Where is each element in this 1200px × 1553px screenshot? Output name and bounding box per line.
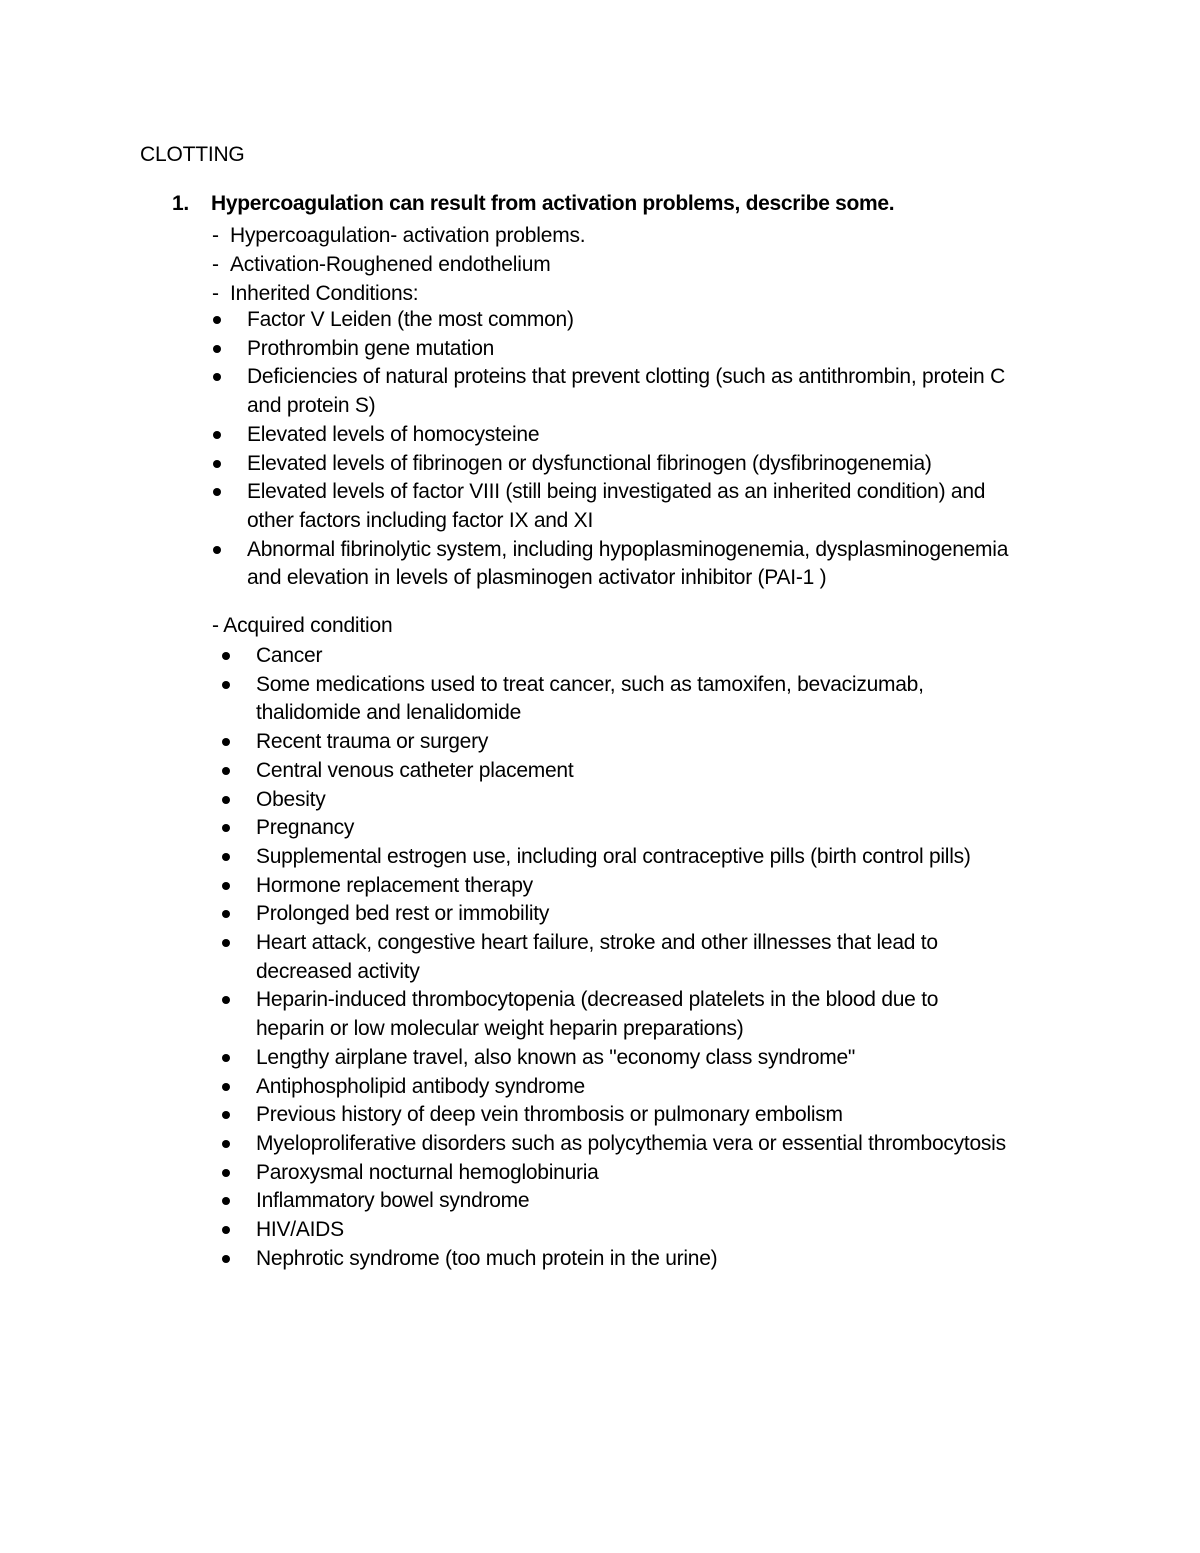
bullet-item-text: Some medications used to treat cancer, such as tamoxifen, bevacizumab, bbox=[256, 672, 924, 696]
bullet-dot-icon bbox=[213, 431, 221, 439]
dash-item-text: Activation-Roughened endothelium bbox=[230, 253, 551, 276]
bullet-item-text: Elevated levels of factor VIII (still being investigated as an inherited condition) and bbox=[247, 480, 986, 504]
bullet-item-text: heparin or low molecular weight heparin preparations) bbox=[256, 1017, 744, 1041]
bullet-item-text: Hormone replacement therapy bbox=[256, 873, 533, 897]
bullet-item bbox=[256, 843, 1006, 872]
bullet-item-text: Nephrotic syndrome (too much protein in the urine) bbox=[256, 1246, 718, 1270]
bullet-item bbox=[247, 478, 1008, 535]
bullet-dot-icon bbox=[222, 738, 230, 746]
bullet-item bbox=[256, 872, 1006, 901]
dash-item-text: Inherited Conditions: bbox=[230, 282, 419, 305]
bullet-dot-icon bbox=[222, 1226, 230, 1234]
acquired-conditions-list bbox=[256, 642, 1006, 1273]
bullet-dot-icon bbox=[213, 546, 221, 554]
bullet-dot-icon bbox=[213, 345, 221, 353]
bullet-dot-icon bbox=[222, 939, 230, 947]
bullet-item-text: Myeloproliferative disorders such as polycythemia vera or essential thrombocytosis bbox=[256, 1131, 1006, 1155]
dash-list bbox=[212, 221, 585, 308]
bullet-item-text: and elevation in levels of plasminogen activator inhibitor (PAI-1 ) bbox=[247, 566, 827, 590]
bullet-item-text: Abnormal fibrinolytic system, including hypoplasminogenemia, dysplasminogenemia bbox=[247, 537, 1009, 561]
bullet-dot-icon bbox=[222, 1255, 230, 1263]
bullet-item bbox=[256, 671, 1006, 728]
bullet-item bbox=[247, 450, 1008, 479]
bullet-dot-icon bbox=[222, 796, 230, 804]
bullet-item-text: Factor V Leiden (the most common) bbox=[247, 308, 574, 331]
bullet-item-text: decreased activity bbox=[256, 959, 420, 983]
bullet-item bbox=[256, 1245, 1006, 1274]
bullet-item-text: Cancer bbox=[256, 644, 323, 667]
bullet-item bbox=[256, 786, 1006, 815]
bullet-dot-icon bbox=[222, 882, 230, 890]
bullet-dot-icon bbox=[222, 910, 230, 918]
dash-item-text: Hypercoagulation- activation problems. bbox=[230, 224, 586, 247]
dash-item: - Inherited Conditions: bbox=[212, 282, 419, 305]
bullet-item bbox=[256, 642, 1006, 671]
bullet-item-text: Recent trauma or surgery bbox=[256, 730, 489, 754]
question-number: 1. bbox=[172, 192, 189, 215]
bullet-item-text: Central venous catheter placement bbox=[256, 758, 574, 782]
bullet-item-text: Elevated levels of homocysteine bbox=[247, 422, 540, 446]
bullet-dot-icon bbox=[222, 1054, 230, 1062]
bullet-dot-icon bbox=[222, 681, 230, 689]
bullet-item bbox=[247, 536, 1008, 593]
bullet-dot-icon bbox=[222, 853, 230, 861]
bullet-item-text: Deficiencies of natural proteins that prevent clotting (such as antithrombin, protein C bbox=[247, 365, 1005, 389]
bullet-item-text: Previous history of deep vein thrombosis or pulmonary embolism bbox=[256, 1103, 843, 1127]
bullet-item bbox=[256, 814, 1006, 843]
dash-item: - Activation-Roughened endothelium bbox=[212, 253, 551, 276]
bullet-item-text: and protein S) bbox=[247, 394, 376, 418]
bullet-item bbox=[256, 1044, 1006, 1073]
bullet-dot-icon bbox=[213, 316, 221, 324]
bullet-item bbox=[256, 1187, 1006, 1216]
bullet-item bbox=[256, 728, 1006, 757]
bullet-item bbox=[256, 1101, 1006, 1130]
bullet-item bbox=[256, 900, 1006, 929]
bullet-item bbox=[256, 929, 1006, 986]
bullet-dot-icon bbox=[222, 824, 230, 832]
bullet-item bbox=[256, 1130, 1006, 1159]
bullet-item bbox=[247, 335, 1008, 364]
bullet-dot-icon bbox=[222, 652, 230, 660]
bullet-item bbox=[247, 363, 1008, 420]
bullet-dot-icon bbox=[222, 1083, 230, 1091]
bullet-dot-icon bbox=[213, 373, 221, 381]
bullet-item-text: Obesity bbox=[256, 787, 326, 811]
bullet-item bbox=[247, 421, 1008, 450]
bullet-item bbox=[247, 306, 1008, 335]
bullet-item bbox=[256, 986, 1006, 1043]
bullet-dot-icon bbox=[222, 1140, 230, 1148]
bullet-dot-icon bbox=[213, 488, 221, 496]
bullet-dot-icon bbox=[222, 1111, 230, 1119]
bullet-dot-icon bbox=[213, 460, 221, 468]
bullet-item-text: Pregnancy bbox=[256, 816, 355, 840]
bullet-item bbox=[256, 1073, 1006, 1102]
bullet-item-text: Prolonged bed rest or immobility bbox=[256, 902, 550, 926]
acquired-condition-label: - Acquired condition bbox=[212, 614, 393, 637]
bullet-dot-icon bbox=[222, 767, 230, 775]
bullet-item-text: other factors including factor IX and XI bbox=[247, 508, 594, 532]
bullet-item-text: Prothrombin gene mutation bbox=[247, 336, 495, 360]
dash-item: - Hypercoagulation- activation problems. bbox=[212, 224, 586, 247]
bullet-item-text: Heart attack, congestive heart failure, stroke and other illnesses that lead to bbox=[256, 931, 938, 955]
page-title: CLOTTING bbox=[140, 143, 245, 166]
bullet-item-text: Supplemental estrogen use, including oral contraceptive pills (birth control pills) bbox=[256, 844, 971, 868]
bullet-item-text: Heparin-induced thrombocytopenia (decreased platelets in the blood due to bbox=[256, 988, 939, 1012]
bullet-item-text: Elevated levels of fibrinogen or dysfunctional fibrinogen (dysfibrinogenemia) bbox=[247, 451, 932, 475]
bullet-item-text: Lengthy airplane travel, also known as "economy class syndrome" bbox=[256, 1045, 856, 1069]
bullet-item-text: thalidomide and lenalidomide bbox=[256, 701, 522, 725]
bullet-item-text: Inflammatory bowel syndrome bbox=[256, 1189, 530, 1213]
bullet-dot-icon bbox=[222, 1197, 230, 1205]
question-text: Hypercoagulation can result from activation problems, describe some. bbox=[211, 192, 895, 215]
bullet-item bbox=[256, 757, 1006, 786]
bullet-item-text: Antiphospholipid antibody syndrome bbox=[256, 1074, 585, 1098]
bullet-item bbox=[256, 1159, 1006, 1188]
bullet-item bbox=[256, 1216, 1006, 1245]
inherited-conditions-list bbox=[247, 306, 1008, 593]
bullet-dot-icon bbox=[222, 996, 230, 1004]
bullet-item-text: Paroxysmal nocturnal hemoglobinuria bbox=[256, 1160, 599, 1184]
bullet-dot-icon bbox=[222, 1169, 230, 1177]
bullet-item-text: HIV/AIDS bbox=[256, 1218, 344, 1242]
